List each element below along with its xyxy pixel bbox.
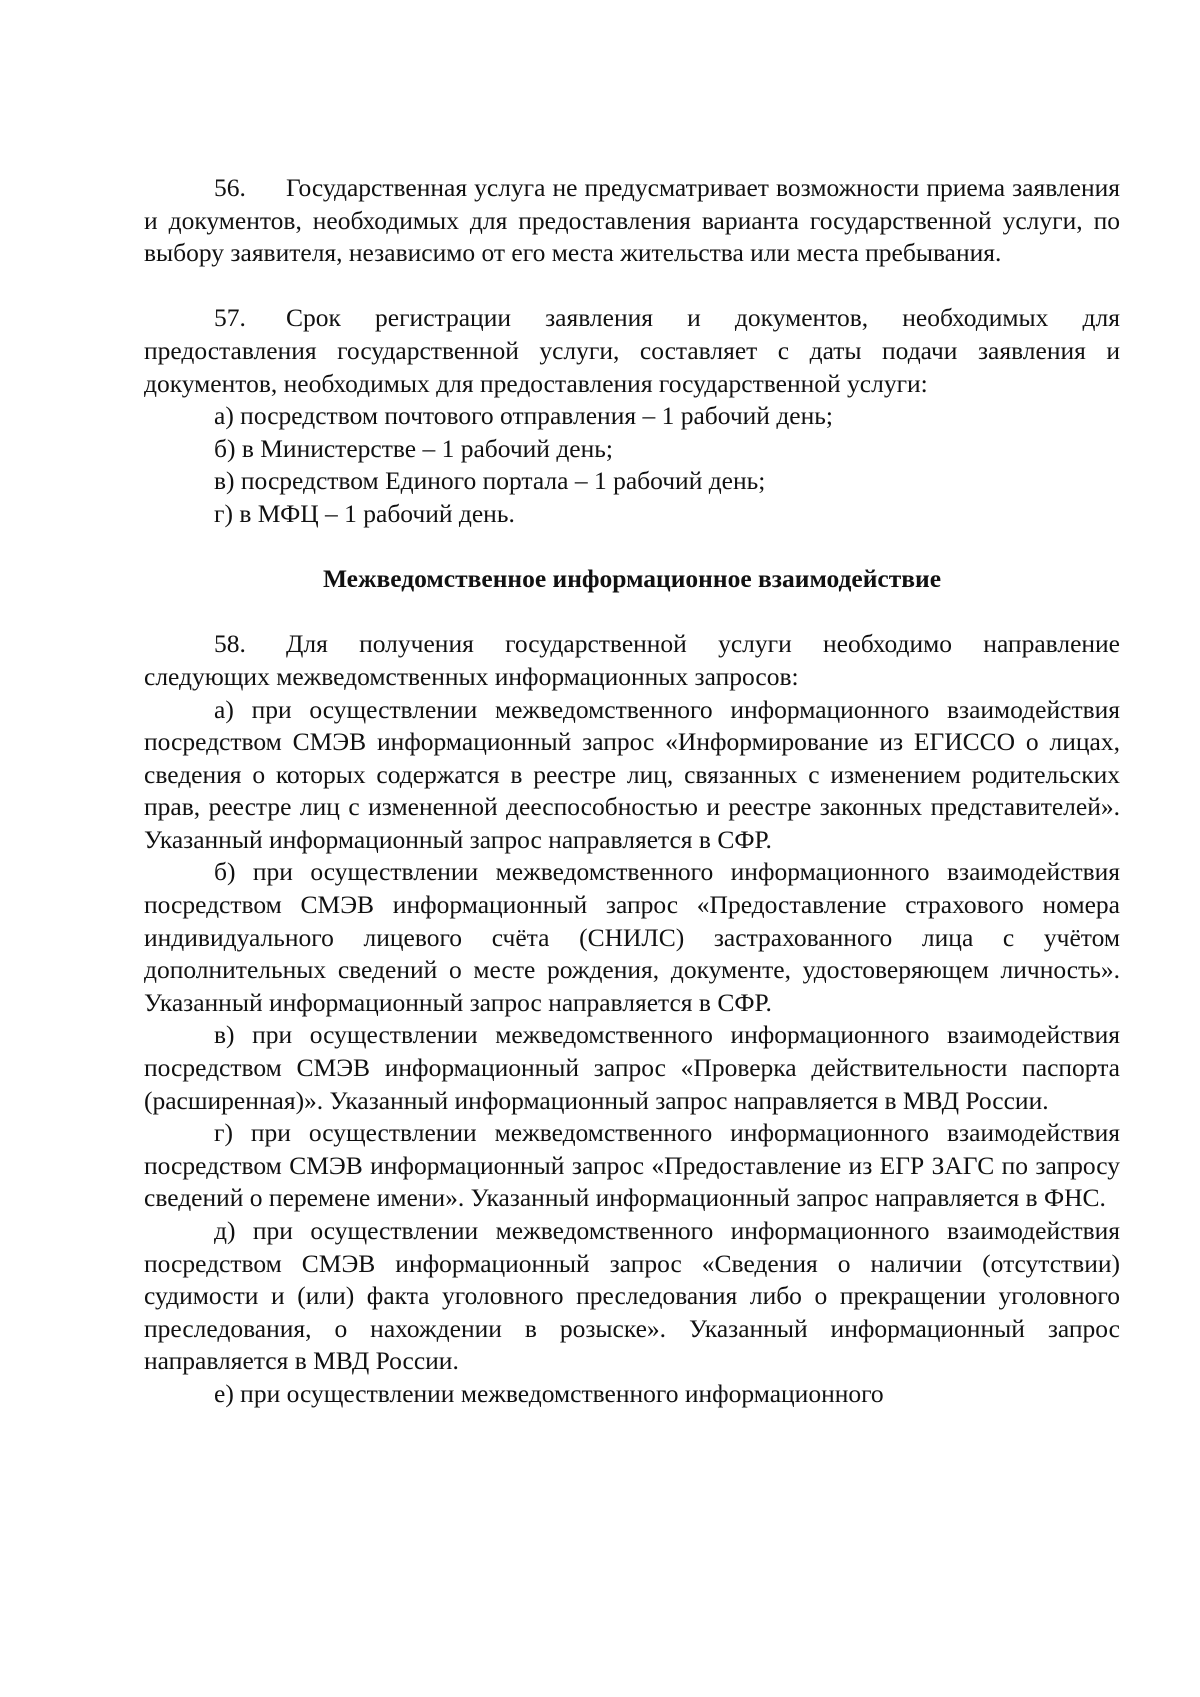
- list-item: е) при осуществлении межведомственного информационного: [214, 1378, 884, 1408]
- list-item: в) при осуществлении межведомственного информационного взаимодействия посредством СМЭВ информационный запрос «Проверка действительности паспорта (расширенная)». Указанный информационный запрос направляется в МВД России.: [144, 1020, 1120, 1115]
- paragraph-text: Срок регистрации заявления и документов, необходимых для предоставления государственной услуги, составляет с даты подачи заявления и документов, необходимых для предоставления государственной услуги:: [144, 303, 1120, 398]
- paragraph-text: Для получения государственной услуги необходимо направление следующих межведомственных информационных запросов:: [144, 629, 1120, 691]
- list-item: б) в Министерстве – 1 рабочий день;: [214, 433, 613, 463]
- paragraph-number: 56.: [214, 173, 246, 202]
- paragraph-number: 58.: [214, 629, 246, 659]
- list-item: в) посредством Единого портала – 1 рабочий день;: [214, 466, 766, 496]
- paragraph-57: [144, 302, 1120, 400]
- document-page: [144, 172, 1120, 1411]
- paragraph-58: [144, 628, 1120, 693]
- spacer: [144, 270, 1120, 303]
- paragraph-number: 57.: [214, 303, 246, 333]
- list-item: б) при осуществлении межведомственного информационного взаимодействия посредством СМЭВ информационный запрос «Предоставление страхового номера индивидуального лицевого счёта (СНИЛС) застрахованного лица с учётом дополнительных сведений о месте рождения, документе, удостоверяющем личность». Указанный информационный запрос направляется в СФР.: [144, 857, 1120, 1017]
- section-heading: Межведомственное информационное взаимодействие: [322, 564, 942, 594]
- paragraph-text: Государственная услуга не предусматривает возможности приема заявления и документов, необходимых для предоставления варианта государственной услуги, по выбору заявителя, независимо от его места жительства или места пребывания.: [144, 173, 1120, 268]
- spacer: [144, 531, 1120, 564]
- list-item: г) при осуществлении межведомственного информационного взаимодействия посредством СМЭВ информационный запрос «Предоставление из ЕГР ЗАГС по запросу сведений о перемене имени». Указанный информационный запрос направляется в ФНС.: [144, 1118, 1120, 1213]
- spacer: [144, 596, 1120, 629]
- list-item: г) в МФЦ – 1 рабочий день.: [214, 498, 515, 528]
- list-item: а) посредством почтового отправления – 1 рабочий день;: [214, 401, 833, 431]
- list-item: а) при осуществлении межведомственного информационного взаимодействия посредством СМЭВ информационный запрос «Информирование из ЕГИССО о лицах, сведения о которых содержатся в реестре лиц, связанных с изменением родительских прав, реестре лиц с измененной дееспособностью и реестре законных представителей». Указанный информационный запрос направляется в СФР.: [144, 694, 1120, 854]
- paragraph-56: [144, 172, 1120, 270]
- list-item: д) при осуществлении межведомственного информационного взаимодействия посредством СМЭВ информационный запрос «Сведения о наличии (отсутствии) судимости и (или) факта уголовного преследования либо о прекращении уголовного преследования, о нахождении в розыске». Указанный информационный запрос направляется в МВД России.: [144, 1216, 1120, 1376]
